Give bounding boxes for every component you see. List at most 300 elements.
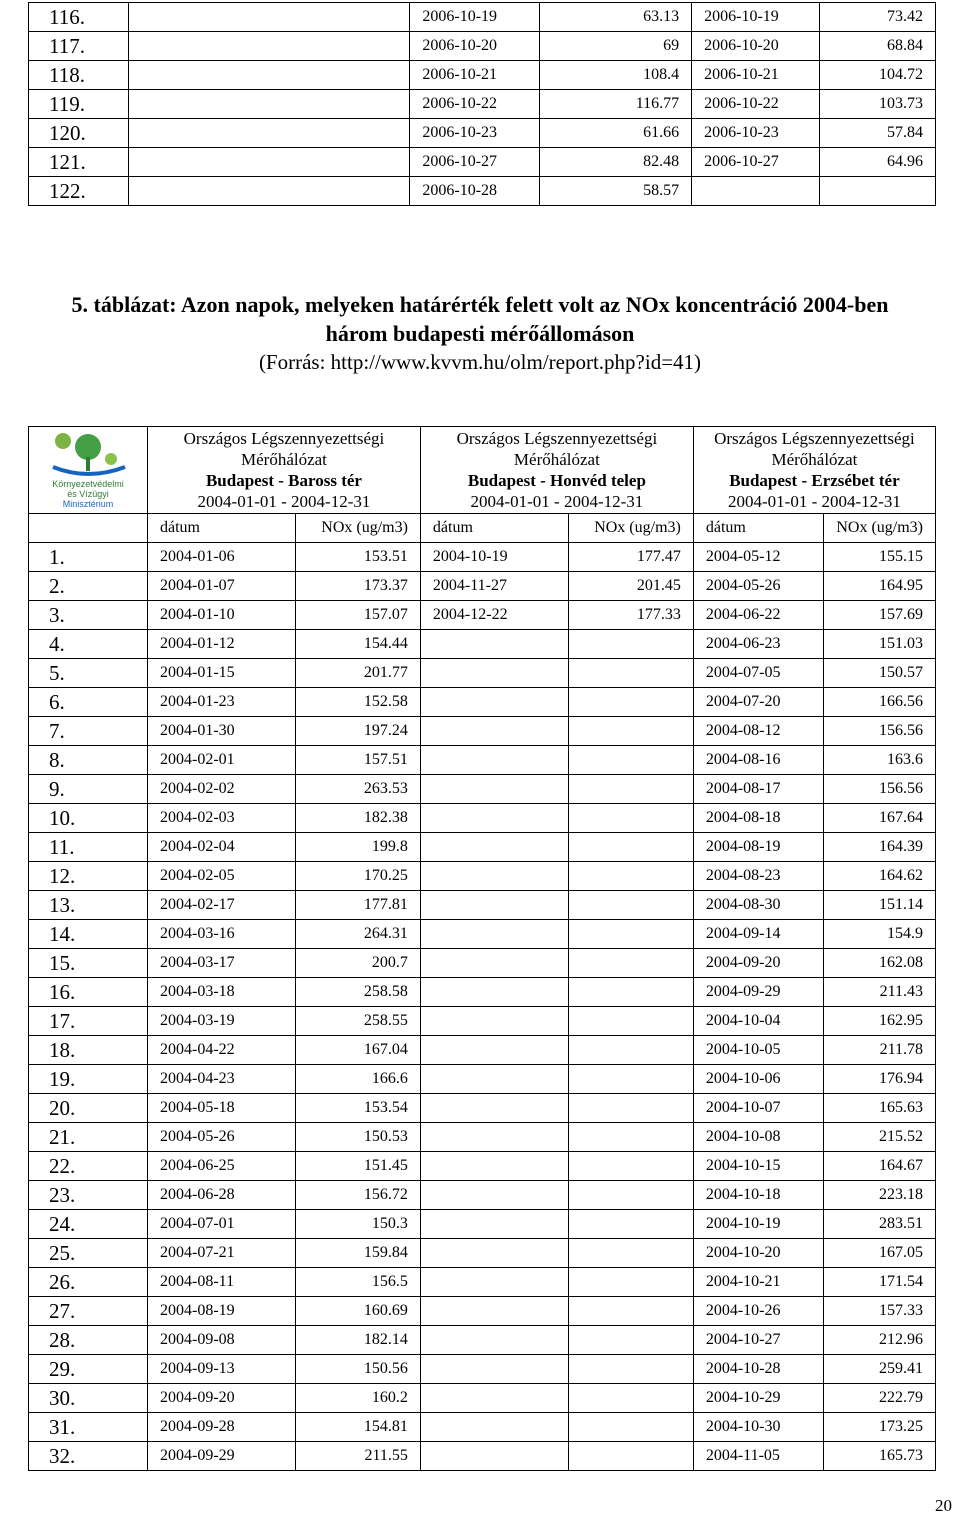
- table-row: [29, 1036, 936, 1065]
- honved-date-cell: [420, 1326, 568, 1355]
- baross-nox-cell: 264.31: [295, 920, 420, 949]
- table-row: [29, 833, 936, 862]
- table-row: [29, 32, 936, 61]
- value-cell: 116.77: [540, 90, 692, 119]
- table-row: [29, 1326, 936, 1355]
- caption-title: 5. táblázat: Azon napok, melyeken határérték felett volt az NOx koncentráció 2004-ben: [71, 292, 889, 317]
- row-number: 29.: [29, 1355, 148, 1384]
- row-number: 11.: [29, 833, 148, 862]
- erzsebet-date-cell: 2004-10-06: [693, 1065, 823, 1094]
- row-number: 7.: [29, 717, 148, 746]
- baross-date-cell: 2004-01-23: [148, 688, 296, 717]
- erzsebet-date-cell: 2004-08-12: [693, 717, 823, 746]
- erzsebet-nox-cell: 167.05: [824, 1239, 936, 1268]
- table-row: [29, 119, 936, 148]
- erzsebet-date-cell: 2004-10-21: [693, 1268, 823, 1297]
- date-cell: 2006-10-19: [692, 3, 820, 32]
- table-row: [29, 1268, 936, 1297]
- erzsebet-nox-cell: 212.96: [824, 1326, 936, 1355]
- row-number: 116.: [29, 3, 129, 32]
- empty-cell: [128, 90, 409, 119]
- table-row: [29, 804, 936, 833]
- honved-date-cell: [420, 1384, 568, 1413]
- caption-subtitle: három budapesti mérőállomáson: [325, 321, 635, 346]
- erzsebet-nox-cell: 157.69: [824, 601, 936, 630]
- honved-nox-cell: [568, 630, 693, 659]
- page-number: 20: [935, 1496, 952, 1515]
- erzsebet-date-cell: 2004-10-20: [693, 1239, 823, 1268]
- erzsebet-date-cell: 2004-11-05: [693, 1442, 823, 1471]
- column-header-nox: NOx (ug/m3): [568, 514, 693, 543]
- honved-nox-cell: [568, 891, 693, 920]
- column-header-date: dátum: [420, 514, 568, 543]
- baross-date-cell: 2004-01-10: [148, 601, 296, 630]
- honved-nox-cell: [568, 1355, 693, 1384]
- erzsebet-nox-cell: 259.41: [824, 1355, 936, 1384]
- honved-date-cell: [420, 1239, 568, 1268]
- baross-date-cell: 2004-01-30: [148, 717, 296, 746]
- value-cell: 61.66: [540, 119, 692, 148]
- row-number: 23.: [29, 1181, 148, 1210]
- empty-cell: [128, 119, 409, 148]
- table-row: [29, 148, 936, 177]
- honved-nox-cell: [568, 1065, 693, 1094]
- value-cell: 73.42: [820, 3, 936, 32]
- row-number: 18.: [29, 1036, 148, 1065]
- honved-nox-cell: [568, 1094, 693, 1123]
- baross-nox-cell: 211.55: [295, 1442, 420, 1471]
- honved-nox-cell: 177.47: [568, 543, 693, 572]
- table-row: [29, 1210, 936, 1239]
- erzsebet-nox-cell: 173.25: [824, 1413, 936, 1442]
- erzsebet-nox-cell: 167.64: [824, 804, 936, 833]
- baross-date-cell: 2004-01-15: [148, 659, 296, 688]
- row-number: 2.: [29, 572, 148, 601]
- table-row: [29, 891, 936, 920]
- erzsebet-nox-cell: 162.95: [824, 1007, 936, 1036]
- baross-nox-cell: 258.55: [295, 1007, 420, 1036]
- baross-date-cell: 2004-05-26: [148, 1123, 296, 1152]
- baross-nox-cell: 199.8: [295, 833, 420, 862]
- row-number: 9.: [29, 775, 148, 804]
- baross-date-cell: 2004-03-19: [148, 1007, 296, 1036]
- erzsebet-date-cell: 2004-10-30: [693, 1413, 823, 1442]
- honved-date-cell: [420, 804, 568, 833]
- value-cell: 82.48: [540, 148, 692, 177]
- column-header-date: dátum: [693, 514, 823, 543]
- honved-date-cell: [420, 949, 568, 978]
- station-network: Országos Légszennyezettségi: [714, 429, 915, 448]
- station-network: Országos Légszennyezettségi: [183, 429, 385, 448]
- row-number: 118.: [29, 61, 129, 90]
- station-network: Országos Légszennyezettségi: [456, 429, 658, 448]
- honved-nox-cell: [568, 833, 693, 862]
- station-name: Budapest - Baross tér: [205, 471, 362, 490]
- baross-date-cell: 2004-06-28: [148, 1181, 296, 1210]
- empty-cell: [128, 148, 409, 177]
- row-number: 3.: [29, 601, 148, 630]
- row-number: 12.: [29, 862, 148, 891]
- baross-date-cell: 2004-04-23: [148, 1065, 296, 1094]
- column-header-row: [29, 514, 936, 543]
- table-row: [29, 1152, 936, 1181]
- honved-date-cell: [420, 1094, 568, 1123]
- row-number: 120.: [29, 119, 129, 148]
- erzsebet-date-cell: 2004-05-12: [693, 543, 823, 572]
- table-row: [29, 746, 936, 775]
- erzsebet-nox-cell: 165.73: [824, 1442, 936, 1471]
- erzsebet-nox-cell: 162.08: [824, 949, 936, 978]
- value-cell: [820, 177, 936, 206]
- baross-nox-cell: 182.38: [295, 804, 420, 833]
- table-row: [29, 1413, 936, 1442]
- row-number: 16.: [29, 978, 148, 1007]
- date-cell: 2006-10-21: [692, 61, 820, 90]
- honved-date-cell: 2004-12-22: [420, 601, 568, 630]
- honved-date-cell: [420, 891, 568, 920]
- erzsebet-nox-cell: 222.79: [824, 1384, 936, 1413]
- table-row: [29, 630, 936, 659]
- erzsebet-date-cell: 2004-10-28: [693, 1355, 823, 1384]
- logo-text-2: és Vízügyi: [67, 489, 109, 499]
- column-header-date: dátum: [148, 514, 296, 543]
- caption-source: (Forrás: http://www.kvvm.hu/olm/report.php?id=41): [258, 350, 702, 374]
- honved-nox-cell: [568, 688, 693, 717]
- row-number: 117.: [29, 32, 129, 61]
- table-row: [29, 61, 936, 90]
- table-row: [29, 543, 936, 572]
- empty-cell: [128, 177, 409, 206]
- row-number: 30.: [29, 1384, 148, 1413]
- honved-date-cell: [420, 978, 568, 1007]
- station-period: 2004-01-01 - 2004-12-31: [470, 492, 644, 511]
- logo-cell: [29, 427, 148, 514]
- value-cell: 57.84: [820, 119, 936, 148]
- row-number: 13.: [29, 891, 148, 920]
- station-name: Budapest - Honvéd telep: [467, 471, 646, 490]
- honved-date-cell: [420, 833, 568, 862]
- table-row: [29, 1123, 936, 1152]
- honved-nox-cell: [568, 1152, 693, 1181]
- row-number: 19.: [29, 1065, 148, 1094]
- baross-date-cell: 2004-01-12: [148, 630, 296, 659]
- baross-date-cell: 2004-02-03: [148, 804, 296, 833]
- baross-date-cell: 2004-09-13: [148, 1355, 296, 1384]
- table-row: [29, 90, 936, 119]
- honved-nox-cell: 177.33: [568, 601, 693, 630]
- erzsebet-nox-cell: 166.56: [824, 688, 936, 717]
- honved-nox-cell: [568, 775, 693, 804]
- honved-date-cell: [420, 659, 568, 688]
- row-number: 6.: [29, 688, 148, 717]
- table-row: [29, 949, 936, 978]
- row-number: 21.: [29, 1123, 148, 1152]
- table-row: [29, 1442, 936, 1471]
- erzsebet-date-cell: 2004-08-30: [693, 891, 823, 920]
- row-number: 31.: [29, 1413, 148, 1442]
- erzsebet-date-cell: 2004-07-05: [693, 659, 823, 688]
- honved-nox-cell: [568, 1384, 693, 1413]
- honved-date-cell: [420, 1065, 568, 1094]
- table-row: [29, 862, 936, 891]
- baross-date-cell: 2004-05-18: [148, 1094, 296, 1123]
- erzsebet-nox-cell: 163.6: [824, 746, 936, 775]
- date-cell: 2006-10-22: [410, 90, 540, 119]
- value-cell: 69: [540, 32, 692, 61]
- value-cell: 63.13: [540, 3, 692, 32]
- honved-nox-cell: [568, 1326, 693, 1355]
- baross-nox-cell: 173.37: [295, 572, 420, 601]
- value-cell: 68.84: [820, 32, 936, 61]
- baross-date-cell: 2004-03-18: [148, 978, 296, 1007]
- erzsebet-nox-cell: 150.57: [824, 659, 936, 688]
- honved-nox-cell: [568, 804, 693, 833]
- erzsebet-nox-cell: 165.63: [824, 1094, 936, 1123]
- honved-date-cell: [420, 1355, 568, 1384]
- honved-nox-cell: [568, 659, 693, 688]
- honved-nox-cell: [568, 1181, 693, 1210]
- baross-date-cell: 2004-02-04: [148, 833, 296, 862]
- erzsebet-date-cell: 2004-10-07: [693, 1094, 823, 1123]
- row-number: 8.: [29, 746, 148, 775]
- erzsebet-date-cell: 2004-10-15: [693, 1152, 823, 1181]
- honved-date-cell: [420, 920, 568, 949]
- table-row: [29, 1181, 936, 1210]
- row-number: 10.: [29, 804, 148, 833]
- honved-nox-cell: [568, 862, 693, 891]
- honved-date-cell: [420, 1413, 568, 1442]
- station-header-honved: [420, 427, 693, 514]
- tree-icon: [33, 427, 143, 479]
- erzsebet-date-cell: 2004-10-27: [693, 1326, 823, 1355]
- honved-nox-cell: [568, 949, 693, 978]
- baross-date-cell: 2004-09-08: [148, 1326, 296, 1355]
- baross-nox-cell: 166.6: [295, 1065, 420, 1094]
- top-data-table: [28, 2, 936, 206]
- column-header-empty: [29, 514, 148, 543]
- baross-date-cell: 2004-08-19: [148, 1297, 296, 1326]
- honved-nox-cell: [568, 1036, 693, 1065]
- baross-nox-cell: 151.45: [295, 1152, 420, 1181]
- row-number: 20.: [29, 1094, 148, 1123]
- date-cell: 2006-10-20: [692, 32, 820, 61]
- value-cell: 58.57: [540, 177, 692, 206]
- baross-date-cell: 2004-02-05: [148, 862, 296, 891]
- row-number: 15.: [29, 949, 148, 978]
- row-number: 22.: [29, 1152, 148, 1181]
- baross-nox-cell: 160.2: [295, 1384, 420, 1413]
- honved-nox-cell: [568, 920, 693, 949]
- erzsebet-nox-cell: 176.94: [824, 1065, 936, 1094]
- erzsebet-nox-cell: 171.54: [824, 1268, 936, 1297]
- table-row: [29, 659, 936, 688]
- empty-cell: [128, 3, 409, 32]
- baross-date-cell: 2004-08-11: [148, 1268, 296, 1297]
- table-row: [29, 601, 936, 630]
- empty-cell: [128, 61, 409, 90]
- erzsebet-date-cell: 2004-08-19: [693, 833, 823, 862]
- baross-nox-cell: 150.53: [295, 1123, 420, 1152]
- erzsebet-date-cell: 2004-09-14: [693, 920, 823, 949]
- erzsebet-nox-cell: 155.15: [824, 543, 936, 572]
- honved-date-cell: [420, 1297, 568, 1326]
- honved-date-cell: [420, 862, 568, 891]
- value-cell: 108.4: [540, 61, 692, 90]
- baross-date-cell: 2004-02-01: [148, 746, 296, 775]
- honved-date-cell: 2004-10-19: [420, 543, 568, 572]
- date-cell: 2006-10-19: [410, 3, 540, 32]
- value-cell: 103.73: [820, 90, 936, 119]
- column-header-nox: NOx (ug/m3): [295, 514, 420, 543]
- table-row: [29, 978, 936, 1007]
- honved-date-cell: 2004-11-27: [420, 572, 568, 601]
- honved-date-cell: [420, 1007, 568, 1036]
- row-number: 25.: [29, 1239, 148, 1268]
- date-cell: 2006-10-20: [410, 32, 540, 61]
- row-number: 26.: [29, 1268, 148, 1297]
- row-number: 32.: [29, 1442, 148, 1471]
- station-name: Budapest - Erzsébet tér: [729, 471, 900, 490]
- erzsebet-date-cell: 2004-08-18: [693, 804, 823, 833]
- erzsebet-date-cell: 2004-10-04: [693, 1007, 823, 1036]
- honved-date-cell: [420, 1036, 568, 1065]
- honved-date-cell: [420, 630, 568, 659]
- station-network-2: Mérőhálózat: [241, 450, 327, 469]
- honved-date-cell: [420, 1268, 568, 1297]
- row-number: 1.: [29, 543, 148, 572]
- honved-nox-cell: [568, 717, 693, 746]
- date-cell: 2006-10-21: [410, 61, 540, 90]
- erzsebet-nox-cell: 211.78: [824, 1036, 936, 1065]
- baross-date-cell: 2004-07-01: [148, 1210, 296, 1239]
- erzsebet-date-cell: 2004-09-29: [693, 978, 823, 1007]
- value-cell: 104.72: [820, 61, 936, 90]
- station-period: 2004-01-01 - 2004-12-31: [197, 492, 371, 511]
- erzsebet-date-cell: 2004-10-18: [693, 1181, 823, 1210]
- erzsebet-date-cell: 2004-09-20: [693, 949, 823, 978]
- baross-date-cell: 2004-01-07: [148, 572, 296, 601]
- honved-nox-cell: [568, 1007, 693, 1036]
- table-row: [29, 3, 936, 32]
- table-row: [29, 1007, 936, 1036]
- baross-nox-cell: 153.54: [295, 1094, 420, 1123]
- honved-nox-cell: [568, 978, 693, 1007]
- station-period: 2004-01-01 - 2004-12-31: [728, 492, 901, 511]
- row-number: 17.: [29, 1007, 148, 1036]
- baross-nox-cell: 167.04: [295, 1036, 420, 1065]
- table-row: [29, 1065, 936, 1094]
- baross-date-cell: 2004-09-20: [148, 1384, 296, 1413]
- baross-nox-cell: 263.53: [295, 775, 420, 804]
- baross-nox-cell: 160.69: [295, 1297, 420, 1326]
- nox-table: [28, 426, 936, 1471]
- empty-cell: [128, 32, 409, 61]
- erzsebet-date-cell: 2004-06-23: [693, 630, 823, 659]
- date-cell: [692, 177, 820, 206]
- table-row: [29, 1094, 936, 1123]
- honved-nox-cell: [568, 1239, 693, 1268]
- honved-date-cell: [420, 746, 568, 775]
- erzsebet-date-cell: 2004-08-23: [693, 862, 823, 891]
- baross-nox-cell: 200.7: [295, 949, 420, 978]
- baross-nox-cell: 150.56: [295, 1355, 420, 1384]
- erzsebet-nox-cell: 156.56: [824, 775, 936, 804]
- station-network-2: Mérőhálózat: [771, 450, 858, 469]
- erzsebet-date-cell: 2004-05-26: [693, 572, 823, 601]
- table-row: [29, 572, 936, 601]
- table-row: [29, 688, 936, 717]
- erzsebet-nox-cell: 164.67: [824, 1152, 936, 1181]
- row-number: 121.: [29, 148, 129, 177]
- baross-nox-cell: 157.07: [295, 601, 420, 630]
- erzsebet-nox-cell: 164.39: [824, 833, 936, 862]
- value-cell: 64.96: [820, 148, 936, 177]
- honved-nox-cell: 201.45: [568, 572, 693, 601]
- station-network-2: Mérőhálózat: [513, 450, 600, 469]
- baross-nox-cell: 150.3: [295, 1210, 420, 1239]
- baross-nox-cell: 201.77: [295, 659, 420, 688]
- baross-nox-cell: 197.24: [295, 717, 420, 746]
- honved-nox-cell: [568, 1123, 693, 1152]
- baross-nox-cell: 258.58: [295, 978, 420, 1007]
- baross-date-cell: 2004-01-06: [148, 543, 296, 572]
- erzsebet-nox-cell: 164.95: [824, 572, 936, 601]
- baross-date-cell: 2004-02-17: [148, 891, 296, 920]
- baross-nox-cell: 177.81: [295, 891, 420, 920]
- honved-nox-cell: [568, 1413, 693, 1442]
- erzsebet-nox-cell: 223.18: [824, 1181, 936, 1210]
- honved-nox-cell: [568, 746, 693, 775]
- honved-date-cell: [420, 1210, 568, 1239]
- station-header-erzsebet: [693, 427, 935, 514]
- row-number: 24.: [29, 1210, 148, 1239]
- station-header-baross: [148, 427, 421, 514]
- row-number: 14.: [29, 920, 148, 949]
- honved-date-cell: [420, 1123, 568, 1152]
- honved-nox-cell: [568, 1442, 693, 1471]
- erzsebet-date-cell: 2004-10-08: [693, 1123, 823, 1152]
- honved-nox-cell: [568, 1268, 693, 1297]
- baross-date-cell: 2004-02-02: [148, 775, 296, 804]
- baross-date-cell: 2004-03-16: [148, 920, 296, 949]
- erzsebet-nox-cell: 154.9: [824, 920, 936, 949]
- baross-nox-cell: 157.51: [295, 746, 420, 775]
- logo-text-3: Minisztérium: [62, 499, 114, 509]
- erzsebet-date-cell: 2004-06-22: [693, 601, 823, 630]
- date-cell: 2006-10-22: [692, 90, 820, 119]
- row-number: 122.: [29, 177, 129, 206]
- ministry-logo: [33, 427, 143, 513]
- logo-text-1: Környezetvédelmi: [52, 479, 124, 489]
- date-cell: 2006-10-27: [410, 148, 540, 177]
- erzsebet-nox-cell: 215.52: [824, 1123, 936, 1152]
- honved-nox-cell: [568, 1297, 693, 1326]
- erzsebet-date-cell: 2004-10-05: [693, 1036, 823, 1065]
- erzsebet-nox-cell: 283.51: [824, 1210, 936, 1239]
- baross-date-cell: 2004-09-29: [148, 1442, 296, 1471]
- baross-nox-cell: 153.51: [295, 543, 420, 572]
- date-cell: 2006-10-27: [692, 148, 820, 177]
- baross-date-cell: 2004-06-25: [148, 1152, 296, 1181]
- erzsebet-date-cell: 2004-07-20: [693, 688, 823, 717]
- honved-date-cell: [420, 775, 568, 804]
- table-row: [29, 1239, 936, 1268]
- honved-nox-cell: [568, 1210, 693, 1239]
- baross-nox-cell: 154.44: [295, 630, 420, 659]
- honved-date-cell: [420, 1152, 568, 1181]
- erzsebet-date-cell: 2004-08-17: [693, 775, 823, 804]
- erzsebet-nox-cell: 151.14: [824, 891, 936, 920]
